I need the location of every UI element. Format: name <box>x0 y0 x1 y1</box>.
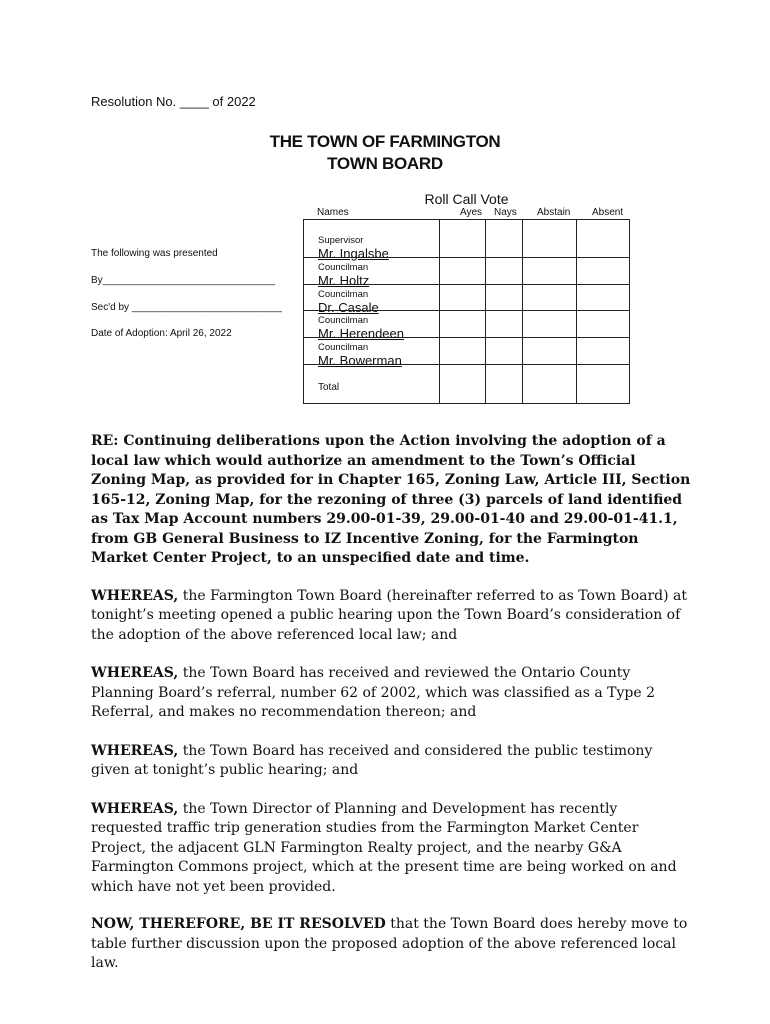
member-role: Councilman <box>318 289 369 300</box>
col-divider <box>522 220 523 403</box>
title-board: TOWN BOARD <box>327 154 443 173</box>
header-names: Names <box>317 207 349 218</box>
member-name: Mr. Holtz <box>318 273 370 288</box>
header-abstain: Abstain <box>537 207 571 218</box>
moved-by-line: By_______________________________ <box>91 275 276 286</box>
col-divider <box>485 220 486 403</box>
header-absent: Absent <box>592 207 624 218</box>
presented-line: The following was presented <box>91 248 218 259</box>
whereas-paragraph <box>91 800 691 898</box>
resolved-paragraph <box>91 915 691 974</box>
whereas-paragraph <box>91 742 691 781</box>
member-role: Councilman <box>318 342 369 353</box>
whereas-paragraph <box>91 664 691 723</box>
resolved-lead: NOW, THEREFORE, BE IT RESOLVED <box>91 916 386 932</box>
member-role: Councilman <box>318 315 369 326</box>
document-title <box>0 131 770 175</box>
whereas-lead: WHEREAS, <box>91 587 179 604</box>
whereas-text: the Town Board has received and considered the public testimony given at tonight’s public hearing; and <box>91 742 653 778</box>
col-divider <box>439 220 440 403</box>
member-name: Mr. Herendeen <box>318 326 404 341</box>
whereas-text: the Farmington Town Board (hereinafter referred to as Town Board) at tonight’s meeting opened a public hearing upon the Town Board’s consideration of the adoption of the above referenced local law; and <box>91 587 688 643</box>
member-role: Councilman <box>318 262 369 273</box>
whereas-lead: WHEREAS, <box>91 800 179 817</box>
member-name: Mr. Bowerman <box>318 353 402 368</box>
member-name: Mr. Ingalsbe <box>318 246 389 261</box>
resolution-number: Resolution No. ____ of 2022 <box>91 94 256 109</box>
adoption-date: Date of Adoption: April 26, 2022 <box>91 328 232 339</box>
header-ayes: Ayes <box>460 207 483 218</box>
re-paragraph: RE: Continuing deliberations upon the Action involving the adoption of a local law which would authorize an amendment to the Town’s Official Zoning Map, as provided for in Chapter 165, Zoning Law, Article III, Section 165-12, Zoning Map, for the rezoning of three (3) parcels of land identified as Tax Map Account numbers 29.00-01-39, 29.00-01-40 and 29.00-01-41.1, from GB General Business to IZ Incentive Zoning, for the Farmington Market Center Project, to an unspecified date and time. <box>91 433 691 566</box>
title-town: THE TOWN OF FARMINGTON <box>269 132 501 151</box>
roll-call-table <box>303 219 630 404</box>
whereas-lead: WHEREAS, <box>91 665 179 681</box>
whereas-text: the Town Board has received and reviewed the Ontario County Planning Board’s referral, number 62 of 2002, which was classified as a Type 2 Referral, and makes no recommendation thereon; and <box>91 665 656 720</box>
total-label: Total <box>318 382 340 393</box>
roll-call-caption: Roll Call Vote <box>424 191 509 207</box>
whereas-paragraph <box>91 587 691 646</box>
resolved-text: that the Town Board does hereby move to table further discussion upon the proposed adoption of the above referenced local law. <box>91 916 688 971</box>
col-divider <box>576 220 577 403</box>
resolution-body <box>91 432 691 974</box>
whereas-lead: WHEREAS, <box>91 742 179 759</box>
seconded-by-line: Sec'd by ___________________________ <box>91 302 282 313</box>
header-nays: Nays <box>494 207 517 218</box>
member-name: Dr. Casale <box>318 300 379 315</box>
member-role: Supervisor <box>318 235 364 246</box>
whereas-text: the Town Director of Planning and Development has recently requested traffic trip generation studies from the Farmington Market Center Project, the adjacent GLN Farmington Realty project, and the nearby G&A Farmington Commons project, which at the present time are being worked on and which have not yet been provided. <box>91 800 677 895</box>
